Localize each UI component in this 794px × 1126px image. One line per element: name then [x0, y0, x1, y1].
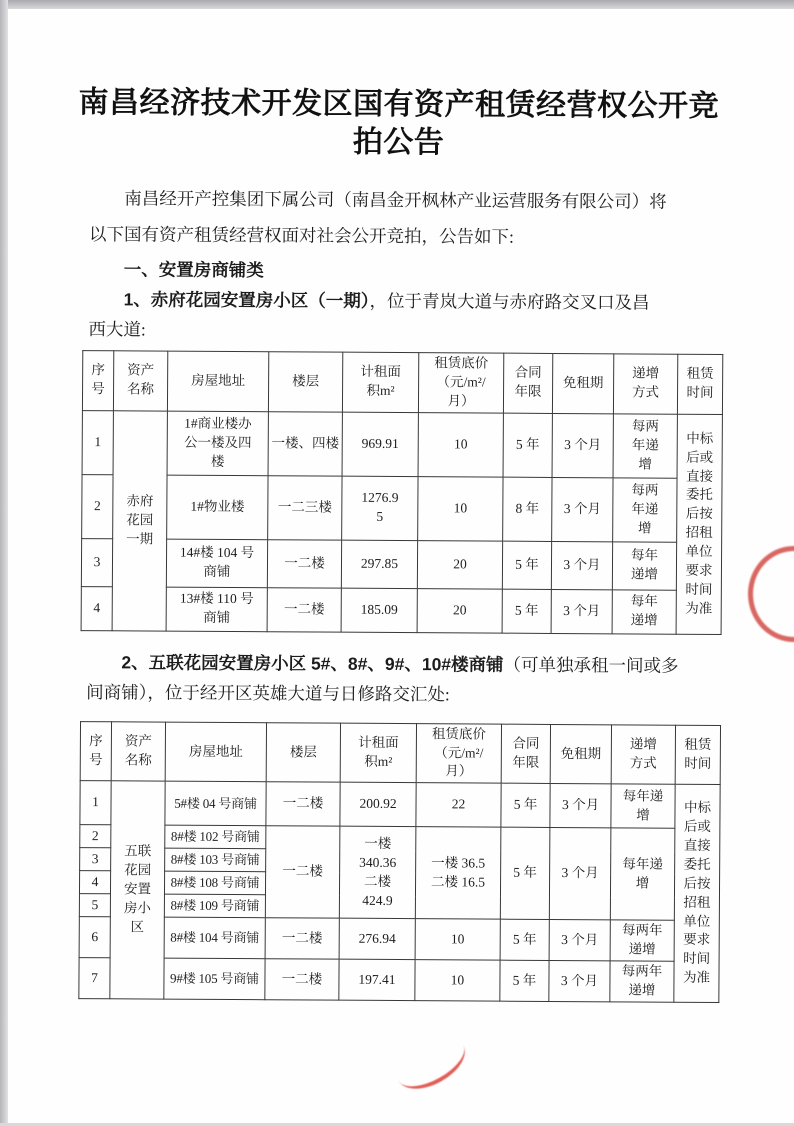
cell-increase: 每两年 递增 — [610, 961, 674, 1002]
cell-no: 5 — [79, 894, 110, 917]
cell-area: 297.85 — [341, 540, 417, 588]
table-row — [80, 781, 720, 829]
cell-no: 1 — [82, 410, 113, 474]
cell-address: 13#楼 110 号 商铺 — [166, 587, 267, 632]
cell-price: 20 — [417, 540, 502, 589]
cell-lease-time: 中标 后或 直接 委托 后按 招租 单位 要求 时间 为准 — [676, 414, 722, 634]
col-header-price: 租赁底价 （元/m²/ 月） — [418, 353, 503, 413]
item-2-title: 2、五联花园安置房小区 5#、8#、9#、10#楼商铺 — [121, 651, 504, 675]
table-row — [82, 410, 722, 478]
scan-edge-top — [0, 0, 794, 9]
cell-term: 5 年 — [500, 960, 549, 1001]
cell-rent-free: 3 个月 — [549, 920, 610, 961]
cell-term: 5 年 — [501, 783, 550, 827]
cell-floor: 一二楼 — [267, 587, 341, 631]
item-2-location: （可单独承租一间或多 间商铺），位于经开区英雄大道与日修路交汇处: — [86, 654, 679, 704]
col-header-increase: 递增 方式 — [611, 724, 675, 784]
cell-price: 20 — [417, 588, 502, 633]
col-header-address: 房屋地址 — [165, 722, 266, 782]
col-header-area: 计租面 积m² — [342, 352, 418, 412]
cell-floor: 一二楼 — [267, 539, 341, 587]
section-heading-1: 一、安置房商铺类 — [123, 259, 264, 281]
cell-no: 4 — [81, 586, 112, 630]
col-header-lease-time: 租赁 时间 — [677, 354, 722, 414]
cell-price: 10 — [415, 960, 500, 1001]
scan-edge-left — [0, 0, 8, 1126]
cell-floor: 一二三楼 — [268, 475, 342, 539]
cell-area: 197.41 — [339, 959, 415, 1000]
cell-area: 1276.9 5 — [342, 476, 418, 540]
item-1-title: 1、赤府花园安置房小区（一期） — [123, 289, 370, 311]
cell-rent-free: 3 个月 — [551, 589, 612, 633]
col-header-address: 房屋地址 — [167, 351, 268, 411]
cell-area: 一楼 340.36 二楼 424.9 — [339, 827, 416, 919]
cell-area: 185.09 — [341, 588, 417, 632]
cell-asset-name: 赤府 花园 一期 — [112, 410, 167, 630]
cell-increase: 每年递 增 — [611, 784, 675, 828]
cell-rent-free: 3 个月 — [550, 784, 611, 828]
table-row — [82, 474, 722, 542]
cell-floor: 一二楼 — [265, 826, 340, 918]
cell-rent-free: 3 个月 — [552, 413, 613, 477]
table-wulian-garden — [78, 721, 721, 1003]
cell-term: 5 年 — [502, 541, 551, 589]
cell-area: 276.94 — [339, 919, 415, 960]
cell-rent-free: 3 个月 — [549, 828, 611, 920]
cell-no: 1 — [80, 781, 111, 825]
table-header-row — [80, 721, 720, 785]
cell-no: 3 — [80, 848, 111, 871]
cell-floor: 一二楼 — [266, 782, 340, 826]
intro-paragraph: 南昌经开产控集团下属公司（南昌金开枫林产业运营服务有限公司）将 以下国有资产租赁经营权面对社会公开竞拍，公告如下: — [88, 188, 667, 247]
cell-address: 9#楼 105 号商铺 — [164, 958, 265, 999]
document-title: 南昌经济技术开发区国有资产租赁经营权公开竞 拍公告 — [78, 86, 720, 160]
cell-rent-free: 3 个月 — [552, 477, 613, 541]
cell-address: 8#楼 104 号商铺 — [164, 917, 265, 958]
cell-address: 5#楼 04 号商铺 — [165, 781, 266, 826]
col-header-area: 计租面 积m² — [340, 723, 416, 783]
cell-address: 8#楼 103 号商铺 — [165, 848, 266, 872]
cell-lease-time: 中标 后或 直接 委托 后按 招租 单位 要求 时间 为准 — [674, 785, 720, 1003]
col-header-rent-free: 免租期 — [550, 724, 611, 784]
col-header-rent-free: 免租期 — [552, 353, 613, 413]
col-header-lease-time: 租赁 时间 — [675, 725, 720, 785]
cell-term: 8 年 — [503, 477, 552, 541]
cell-rent-free: 3 个月 — [549, 961, 610, 1002]
col-header-no: 序 号 — [82, 351, 113, 411]
col-header-price: 租赁底价 （元/m²/ 月） — [416, 723, 501, 783]
cell-increase: 每年递 增 — [610, 828, 675, 920]
cell-rent-free: 3 个月 — [551, 541, 612, 589]
col-header-term: 合同 年限 — [503, 353, 552, 413]
col-header-no: 序 号 — [80, 721, 111, 781]
col-header-floor: 楼层 — [266, 722, 340, 782]
cell-term: 5 年 — [500, 827, 550, 919]
cell-price: 22 — [416, 783, 501, 828]
col-header-asset: 资产 名称 — [111, 721, 165, 781]
cell-floor: 一二楼 — [265, 918, 339, 959]
cell-floor: 一二楼 — [265, 959, 339, 1000]
table-row — [79, 917, 719, 962]
col-header-term: 合同 年限 — [501, 724, 550, 784]
item-2-paragraph — [86, 647, 712, 711]
table-chifu-garden — [81, 350, 724, 635]
cell-address: 1#商业楼办 公一楼及四 楼 — [167, 411, 268, 476]
col-header-floor: 楼层 — [268, 352, 342, 412]
cell-price: 10 — [418, 412, 503, 477]
cell-price: 10 — [415, 919, 500, 960]
cell-address: 8#楼 102 号商铺 — [165, 825, 266, 849]
cell-floor: 一楼、四楼 — [268, 411, 342, 475]
item-1-location: ，位于青岚大道与赤府路交叉口及昌 西大道: — [88, 290, 650, 340]
cell-term: 5 年 — [500, 919, 549, 960]
col-header-increase: 递增 方式 — [613, 354, 677, 414]
cell-price: 10 — [418, 476, 503, 541]
red-stamp-arc-bottom — [388, 1027, 473, 1100]
cell-increase: 每年 递增 — [612, 541, 676, 589]
table-row — [81, 538, 721, 590]
cell-area: 200.92 — [340, 783, 416, 827]
cell-address: 8#楼 108 号商铺 — [164, 871, 265, 895]
cell-area: 969.91 — [342, 412, 418, 476]
col-header-asset: 资产 名称 — [113, 351, 167, 411]
table-row — [81, 586, 721, 634]
cell-increase: 每两 年递 增 — [613, 477, 677, 541]
cell-address: 8#楼 109 号商铺 — [164, 894, 265, 918]
table-header-row — [82, 351, 722, 415]
cell-no: 7 — [79, 958, 110, 999]
cell-increase: 每两年 递增 — [610, 920, 674, 961]
cell-increase: 每两 年递 增 — [613, 413, 677, 477]
cell-term: 5 年 — [503, 413, 552, 477]
cell-no: 2 — [80, 825, 111, 848]
cell-no: 6 — [79, 917, 110, 958]
table-row — [79, 958, 719, 1003]
cell-increase: 每年 递增 — [612, 589, 676, 633]
cell-no: 2 — [82, 474, 113, 538]
item-1-paragraph — [88, 284, 714, 348]
cell-term: 5 年 — [502, 589, 551, 633]
cell-address: 1#物业楼 — [167, 475, 268, 540]
cell-price: 一楼 36.5 二楼 16.5 — [415, 827, 501, 920]
cell-no: 4 — [79, 871, 110, 894]
cell-no: 3 — [81, 538, 112, 586]
cell-asset-name: 五联 花园 安置 房小 区 — [110, 781, 165, 999]
cell-address: 14#楼 104 号 商铺 — [166, 539, 267, 588]
